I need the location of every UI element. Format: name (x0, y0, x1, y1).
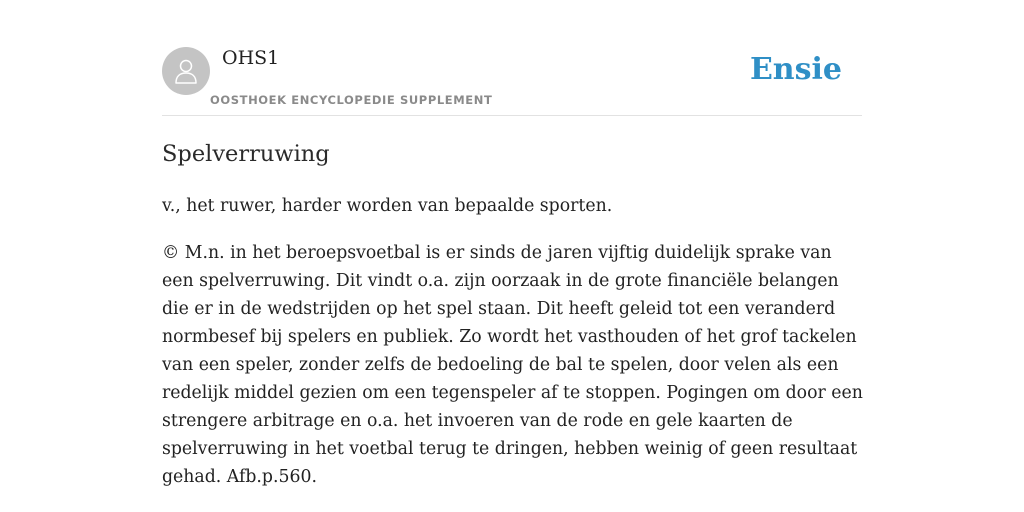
author-link[interactable]: OHS1 (222, 47, 280, 69)
page-title: Spelverruwing (162, 141, 330, 167)
avatar[interactable] (162, 47, 210, 95)
brand-logo[interactable]: Ensie (749, 52, 842, 87)
body-paragraph: © M.n. in het beroepsvoetbal is er sinds de jaren vijftig duidelijk sprake van een spelverruwing. Dit vindt o.a. zijn oorzaak in de grote financiële belangen die er in de wedstrijden op het spel staan. Dit heeft geleid tot een veranderd normbesef bij spelers en publiek. Zo wordt het vasthouden of het grof tackelen van een speler, zonder zelfs de bedoeling de bal te spelen, door velen als een redelijk middel gezien om een tegenspeler af te stoppen. Pogingen om door een strengere arbitrage en o.a. het invoeren van de rode en gele kaarten de spelverruwing in het voetbal terug te dringen, hebben weinig of geen resultaat gehad. Afb.p.560. (162, 243, 863, 487)
source-label: OOSTHOEK ENCYCLOPEDIE SUPPLEMENT (210, 93, 493, 107)
user-icon (171, 56, 201, 86)
entry-header (162, 40, 862, 116)
definition-paragraph: v., het ruwer, harder worden van bepaalde sporten. (162, 196, 613, 216)
